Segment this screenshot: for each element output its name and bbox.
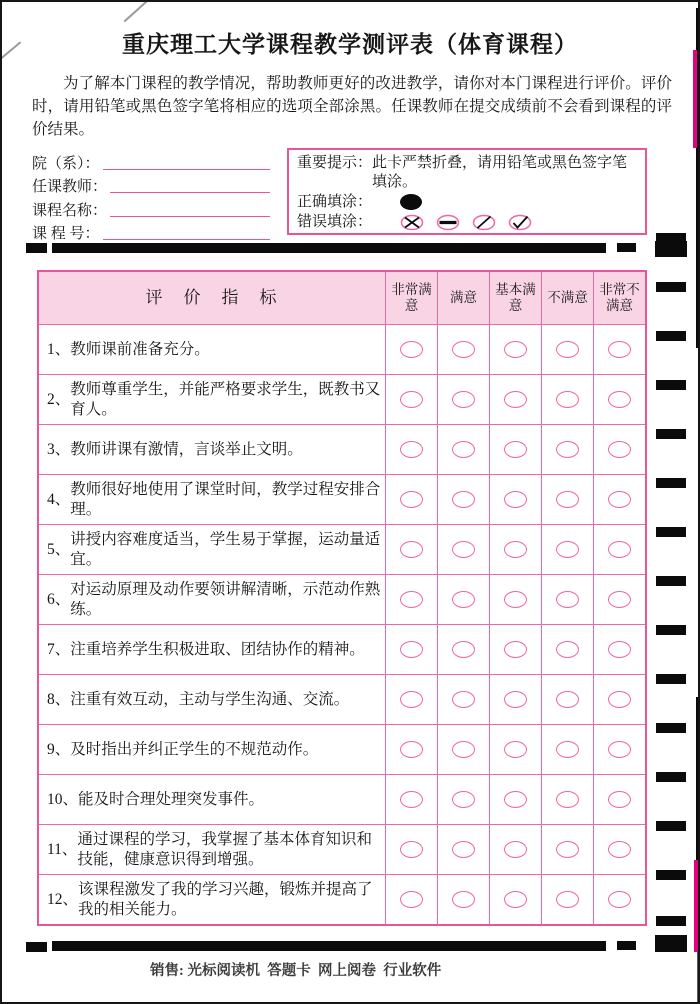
timing-mark (656, 625, 686, 635)
question-number: 5、 (47, 540, 71, 558)
option-bubble[interactable] (504, 691, 527, 708)
option-bubble[interactable] (504, 741, 527, 758)
option-bubble[interactable] (556, 691, 579, 708)
option-bubble[interactable] (504, 491, 527, 508)
scan-edge-strip (697, 950, 699, 1004)
option-bubble[interactable] (556, 391, 579, 408)
option-bubble[interactable] (504, 841, 527, 858)
option-bubble[interactable] (504, 341, 527, 358)
option-bubble[interactable] (400, 841, 423, 858)
field-teacher (32, 173, 270, 197)
table-row (39, 724, 645, 774)
table-row (39, 624, 645, 674)
notice-text-row (297, 154, 637, 192)
question-number: 10、 (47, 790, 79, 808)
timing-mark (26, 942, 47, 952)
question-text: 注重培养学生积极进取、团结协作的精神。 (70, 640, 365, 658)
question-number: 3、 (47, 440, 71, 458)
question-number: 12、 (47, 890, 79, 908)
option-bubble[interactable] (400, 691, 423, 708)
timing-mark (656, 821, 686, 831)
filled-oval-icon (400, 194, 422, 210)
option-bubble[interactable] (452, 691, 475, 708)
option-bubble[interactable] (504, 641, 527, 658)
option-bubble[interactable] (504, 441, 527, 458)
timing-mark (656, 674, 686, 684)
option-bubble[interactable] (400, 591, 423, 608)
question-number: 4、 (47, 490, 71, 508)
timing-mark (617, 243, 636, 252)
page-title: 重庆理工大学课程教学测评表（体育课程） (122, 32, 578, 57)
field-label: 课 程 号： (32, 226, 100, 242)
option-bubble[interactable] (608, 791, 631, 808)
option-bubble[interactable] (608, 341, 631, 358)
timing-mark (656, 478, 686, 488)
course-id-input-line[interactable] (103, 225, 270, 240)
course-name-input-line[interactable] (110, 202, 270, 217)
criteria-header: 评 价 指 标 (145, 288, 279, 307)
department-input-line[interactable] (103, 155, 270, 170)
option-bubble[interactable] (452, 791, 475, 808)
timing-mark (656, 772, 686, 782)
notice-text: 此卡严禁折叠，请用铅笔或黑色签字笔填涂。 (372, 155, 628, 190)
option-bubble[interactable] (608, 641, 631, 658)
table-header-row (39, 272, 645, 324)
wrong-fill-row (297, 212, 637, 232)
timing-mark (52, 243, 606, 253)
option-bubble[interactable] (452, 391, 475, 408)
question-number: 7、 (47, 640, 71, 658)
timing-mark (656, 723, 686, 733)
notice-label: 重要提示： (297, 155, 373, 171)
table-row (39, 874, 645, 924)
option-bubble[interactable] (504, 791, 527, 808)
option-bubble[interactable] (400, 641, 423, 658)
option-bubble[interactable] (608, 441, 631, 458)
option-bubble[interactable] (504, 541, 527, 558)
question-text: 该课程激发了我的学习兴趣，锻炼并提高了我的相关能力。 (78, 880, 373, 918)
question-text: 通过课程的学习，我掌握了基本体育知识和技能，健康意识得到增强。 (77, 830, 372, 868)
question-text: 能及时合理处理突发事件。 (78, 790, 265, 808)
oval-check-icon (508, 214, 532, 231)
option-bubble[interactable] (556, 441, 579, 458)
option-bubble[interactable] (400, 891, 423, 908)
option-bubble[interactable] (556, 341, 579, 358)
question-text: 及时指出并纠正学生的不规范动作。 (70, 740, 319, 758)
option-bubble[interactable] (608, 891, 631, 908)
table-row (39, 474, 645, 524)
option-bubble[interactable] (400, 791, 423, 808)
option-bubble[interactable] (452, 891, 475, 908)
option-bubble[interactable] (608, 691, 631, 708)
option-bubble[interactable] (400, 491, 423, 508)
important-notice-box (287, 148, 647, 235)
option-bubble[interactable] (452, 641, 475, 658)
oval-cross-icon (400, 214, 424, 231)
timing-mark (656, 576, 686, 586)
table-row (39, 524, 645, 574)
scan-scratch-artifact (123, 0, 148, 22)
timing-mark (617, 941, 636, 950)
option-bubble[interactable] (504, 391, 527, 408)
option-bubble[interactable] (608, 741, 631, 758)
field-label: 任课教师： (32, 179, 108, 195)
question-text: 教师尊重学生，并能严格要求学生，既教书又育人。 (70, 380, 381, 418)
option-bubble[interactable] (452, 741, 475, 758)
field-label: 院（系）： (32, 155, 100, 172)
table-row (39, 424, 645, 474)
question-text: 注重有效互动，主动与学生沟通、交流。 (70, 690, 350, 708)
question-text: 对运动原理及动作要领讲解清晰，示范动作熟练。 (70, 580, 381, 618)
option-bubble[interactable] (608, 391, 631, 408)
option-bubble[interactable] (452, 491, 475, 508)
correct-fill-label: 正确填涂： (297, 193, 373, 210)
scan-edge-strip (694, 860, 698, 952)
evaluation-table (37, 270, 647, 926)
oval-slash-icon (472, 214, 496, 231)
table-row (39, 574, 645, 624)
table-row (39, 674, 645, 724)
timing-mark (26, 243, 47, 253)
option-bubble[interactable] (400, 541, 423, 558)
timing-mark (656, 282, 686, 292)
scan-edge-strip (696, 697, 700, 862)
question-text: 教师课前准备充分。 (70, 340, 210, 358)
option-bubble[interactable] (608, 841, 631, 858)
option-bubble[interactable] (556, 741, 579, 758)
option-bubble[interactable] (452, 541, 475, 558)
wrong-fill-label: 错误填涂： (297, 213, 373, 230)
option-bubble[interactable] (400, 391, 423, 408)
option-bubble[interactable] (400, 741, 423, 758)
question-number: 6、 (47, 590, 71, 608)
timing-mark (656, 527, 686, 537)
timing-mark (655, 935, 687, 952)
question-number: 8、 (47, 690, 71, 708)
scan-edge-strip (693, 50, 697, 148)
option-header-very-unsatisfied: 非常不满意 (593, 272, 645, 324)
option-header-basically-satisfied: 基本满意 (489, 272, 541, 324)
question-text: 教师讲课有激情，言谈举止文明。 (70, 440, 303, 458)
option-bubble[interactable] (400, 441, 423, 458)
option-header-satisfied: 满意 (437, 272, 489, 324)
table-row (39, 374, 645, 424)
timing-mark (656, 380, 686, 390)
option-bubble[interactable] (556, 791, 579, 808)
teacher-input-line[interactable] (110, 178, 270, 193)
timing-mark (656, 916, 686, 926)
option-bubble[interactable] (400, 341, 423, 358)
field-department (32, 149, 270, 173)
option-header-very-satisfied: 非常满意 (385, 272, 437, 324)
instructions-paragraph: 为了解本门课程的教学情况，帮助教师更好的改进教学，请你对本门课程进行评价。评价时，请用铅笔或黑色签字笔将相应的选项全部涂黑。任课教师在提交成绩前不会看到课程的评价结果。 (32, 75, 672, 138)
info-fields (32, 149, 270, 243)
oval-hbar-icon (436, 214, 460, 231)
option-bubble[interactable] (452, 341, 475, 358)
vendor-footer-text: 销售: 光标阅读机 答题卡 网上阅卷 行业软件 (150, 963, 442, 979)
option-bubble[interactable] (556, 841, 579, 858)
timing-mark (656, 429, 686, 439)
question-number: 2、 (47, 390, 71, 408)
timing-mark (52, 941, 606, 951)
question-text: 教师很好地使用了课堂时间，教学过程安排合理。 (70, 480, 381, 518)
correct-fill-row (297, 192, 637, 212)
timing-mark (656, 870, 686, 880)
question-number: 9、 (47, 740, 71, 758)
timing-mark (656, 233, 686, 243)
option-header-unsatisfied: 不满意 (541, 272, 593, 324)
option-bubble[interactable] (452, 841, 475, 858)
timing-mark (656, 331, 686, 341)
table-row (39, 824, 645, 874)
question-text: 讲授内容难度适当，学生易于掌握，运动量适宜。 (70, 530, 381, 568)
option-bubble[interactable] (608, 591, 631, 608)
option-bubble[interactable] (556, 541, 579, 558)
option-bubble[interactable] (504, 591, 527, 608)
field-label: 课程名称： (32, 202, 108, 219)
timing-mark (655, 241, 687, 257)
option-bubble[interactable] (452, 441, 475, 458)
option-bubble[interactable] (556, 491, 579, 508)
option-bubble[interactable] (608, 541, 631, 558)
field-course-id (32, 220, 270, 244)
option-bubble[interactable] (452, 591, 475, 608)
question-number: 11、 (47, 840, 78, 858)
option-bubble[interactable] (556, 591, 579, 608)
field-course-name (32, 196, 270, 220)
question-number: 1、 (47, 340, 71, 358)
option-bubble[interactable] (608, 491, 631, 508)
table-row (39, 774, 645, 824)
option-bubble[interactable] (504, 891, 527, 908)
option-bubble[interactable] (556, 641, 579, 658)
option-bubble[interactable] (556, 891, 579, 908)
table-row (39, 324, 645, 374)
